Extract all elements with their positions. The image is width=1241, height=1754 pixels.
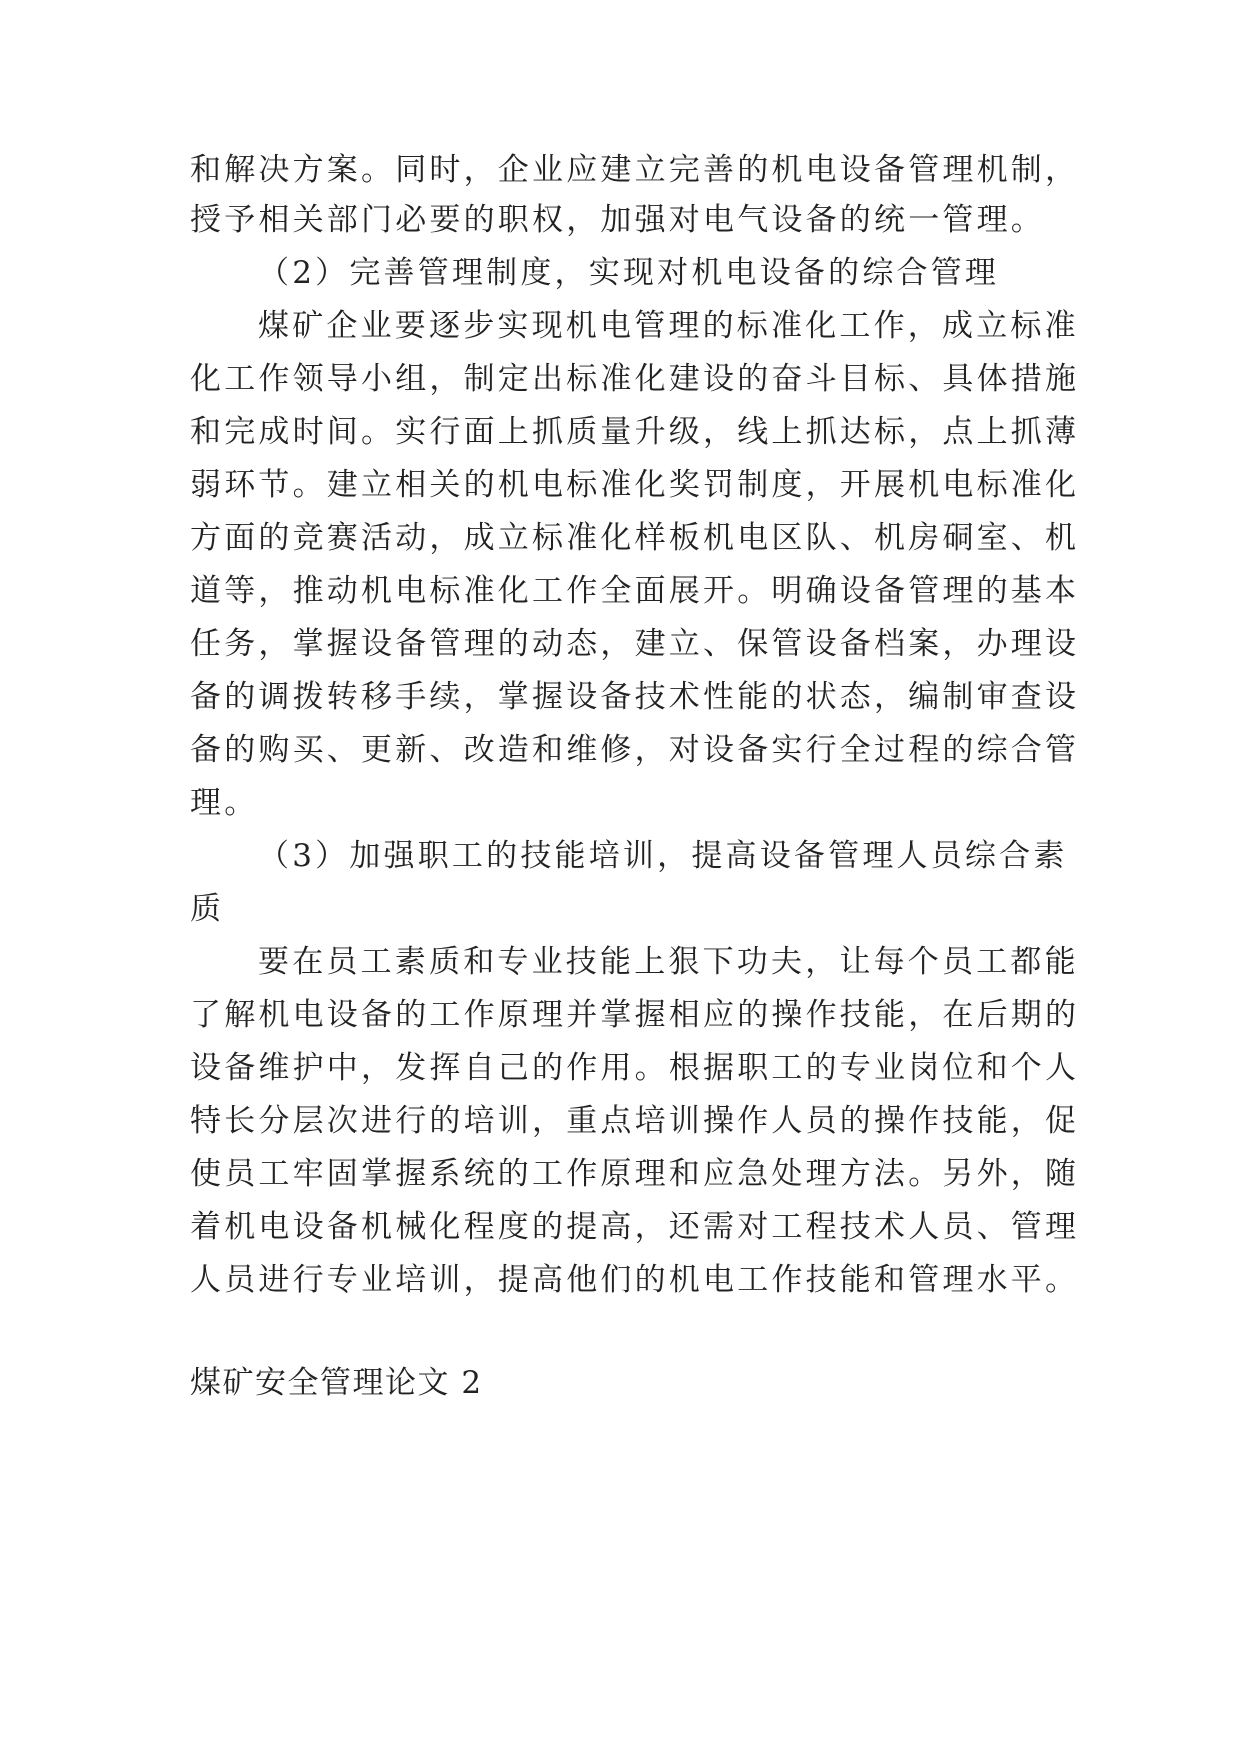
paragraph-line: 煤矿企业要逐步实现机电管理的标准化工作，成立标准 [258, 308, 1079, 344]
paragraph-line: 授予相关部门必要的职权，加强对电气设备的统一管理。 [190, 202, 1045, 238]
paragraph-line: 化工作领导小组，制定出标准化建设的奋斗目标、具体措施 [190, 361, 1080, 397]
paragraph-line: 备的调拨转移手续，掌握设备技术性能的状态，编制审查设 [190, 679, 1080, 715]
section-title: 煤矿安全管理论文 2 [190, 1365, 483, 1401]
paragraph-line: 设备维护中，发挥自己的作用。根据职工的专业岗位和个人 [190, 1050, 1080, 1086]
paragraph-line: 理。 [190, 785, 259, 821]
paragraph-line: 道等，推动机电标准化工作全面展开。明确设备管理的基本 [190, 573, 1080, 609]
paragraph-line: 和完成时间。实行面上抓质量升级，线上抓达标，点上抓薄 [190, 414, 1080, 450]
paragraph-line: 特长分层次进行的培训，重点培训操作人员的操作技能，促 [190, 1103, 1080, 1139]
paragraph-line: 使员工牢固掌握系统的工作原理和应急处理方法。另外，随 [190, 1156, 1080, 1192]
section-heading-2: （2）完善管理制度，实现对机电设备的综合管理 [258, 255, 1000, 291]
section-heading-3-continued: 质 [190, 891, 225, 927]
paragraph-line: 人员进行专业培训，提高他们的机电工作技能和管理水平。 [190, 1262, 1080, 1298]
section-heading-3: （3）加强职工的技能培训，提高设备管理人员综合素 [258, 838, 1068, 874]
paragraph-line: 弱环节。建立相关的机电标准化奖罚制度，开展机电标准化 [190, 467, 1080, 503]
paragraph-line: 要在员工素质和专业技能上狠下功夫，让每个员工都能 [258, 944, 1079, 980]
paragraph-line: 着机电设备机械化程度的提高，还需对工程技术人员、管理 [190, 1209, 1080, 1245]
paragraph-line: 备的购买、更新、改造和维修，对设备实行全过程的综合管 [190, 732, 1080, 768]
paragraph-line: 方面的竞赛活动，成立标准化样板机电区队、机房硐室、机 [190, 520, 1080, 556]
paragraph-line: 了解机电设备的工作原理并掌握相应的操作技能，在后期的 [190, 997, 1080, 1033]
paragraph-line: 和解决方案。同时，企业应建立完善的机电设备管理机制， [190, 152, 1080, 188]
paragraph-line: 任务，掌握设备管理的动态，建立、保管设备档案，办理设 [190, 626, 1080, 662]
